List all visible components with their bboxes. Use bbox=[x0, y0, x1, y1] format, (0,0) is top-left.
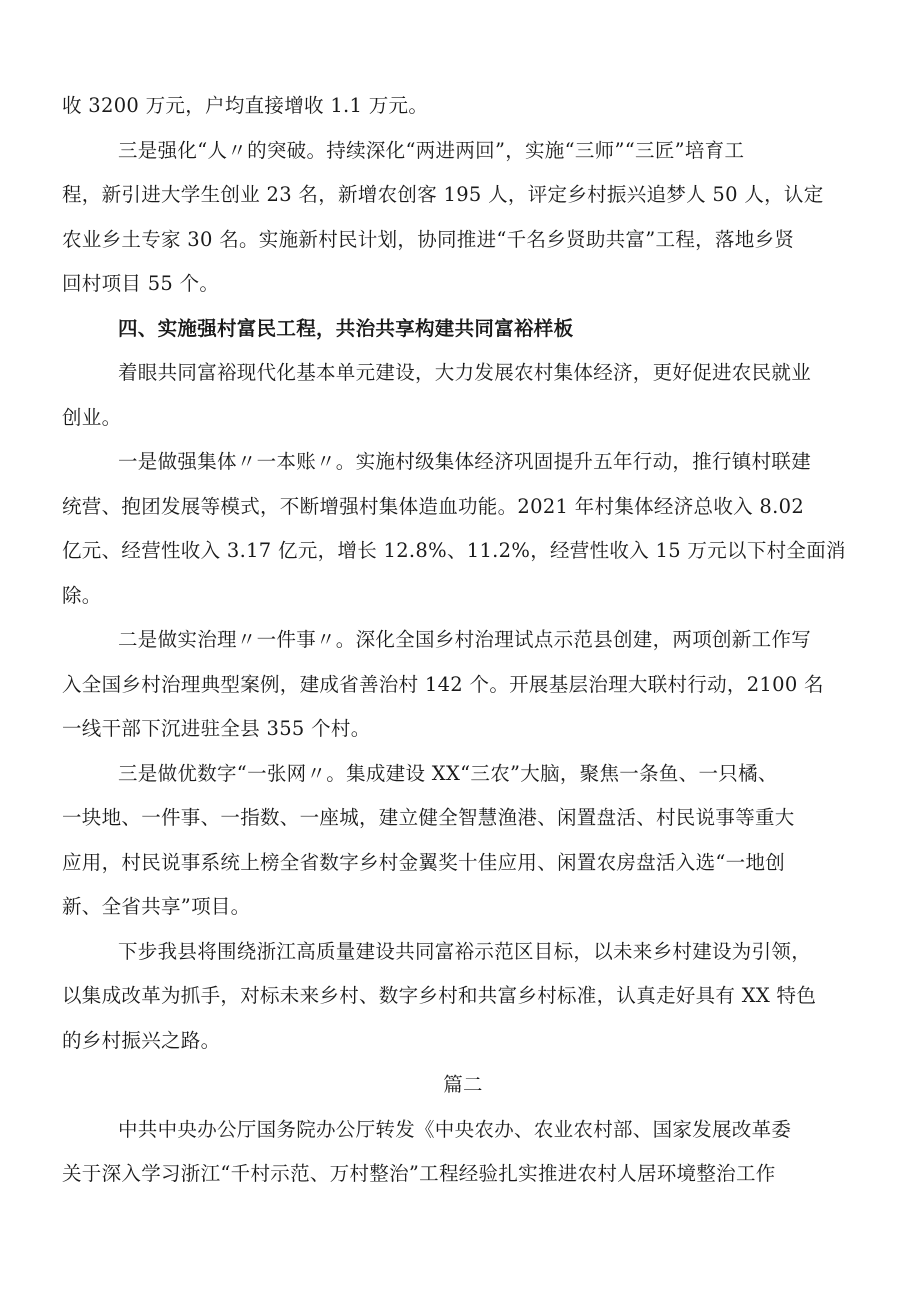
paragraph-line: 一是做强集体〃一本账〃。实施村级集体经济巩固提升五年行动，推行镇村联建 bbox=[118, 450, 812, 473]
paragraph-line: 二是做实治理〃一件事〃。深化全国乡村治理试点示范县创建，两项创新工作写 bbox=[118, 628, 812, 651]
paragraph-line: 程，新引进大学生创业 23 名，新增农创客 195 人，评定乡村振兴追梦人 50 人，认定 bbox=[62, 183, 824, 206]
paragraph-line: 下步我县将围绕浙江高质量建设共同富裕示范区目标，以未来乡村建设为引领， bbox=[118, 939, 812, 963]
paragraph-line: 一线干部下沉进驻全县 355 个村。 bbox=[62, 717, 371, 740]
paragraph-line: 关于深入学习浙江“千村示范、万村整治”工程经验扎实推进农村人居环境整治工作 bbox=[62, 1162, 776, 1185]
section-heading: 四、实施强村富民工程，共治共享构建共同富裕样板 bbox=[118, 316, 574, 340]
paragraph-line: 亿元、经营性收入 3.17 亿元，增长 12.8%、11.2%，经营性收入 15 万元以下村全面消 bbox=[62, 539, 846, 562]
paragraph-line: 农业乡土专家 30 名。实施新村民计划，协同推进“千名乡贤助共富”工程，落地乡贤 bbox=[62, 227, 795, 251]
paragraph-line: 三是做优数字“一张网〃。集成建设 XX“三农”大脑，聚焦一条鱼、一只橘、 bbox=[118, 761, 778, 785]
paragraph-line: 创业。 bbox=[62, 405, 122, 429]
paragraph-line: 应用，村民说事系统上榜全省数字乡村金翼奖十佳应用、闲置农房盘活入选“一地创 bbox=[62, 850, 786, 874]
paragraph-line: 着眼共同富裕现代化基本单元建设，大力发展农村集体经济，更好促进农民就业 bbox=[118, 361, 812, 384]
paragraph-line: 三是强化“人〃的突破。持续深化“两进两回”，实施“三师”“三匠”培育工 bbox=[118, 138, 745, 162]
paragraph-line: 除。 bbox=[62, 583, 102, 607]
paragraph-line: 入全国乡村治理典型案例，建成省善治村 142 个。开展基层治理大联村行动，2100 名 bbox=[62, 672, 824, 696]
paragraph-line: 新、全省共享”项目。 bbox=[62, 895, 251, 918]
article-title: 篇二 bbox=[443, 1073, 483, 1096]
paragraph-line: 的乡村振兴之路。 bbox=[62, 1028, 221, 1052]
paragraph-line: 收 3200 万元，户均直接增收 1.1 万元。 bbox=[62, 94, 429, 117]
paragraph-line: 中共中央办公厅国务院办公厅转发《中央农办、农业农村部、国家发展改革委 bbox=[118, 1117, 792, 1141]
paragraph-line: 一块地、一件事、一指数、一座城，建立健全智慧渔港、闲置盘活、村民说事等重大 bbox=[62, 806, 795, 829]
paragraph-line: 以集成改革为抓手，对标未来乡村、数字乡村和共富乡村标准，认真走好具有 XX 特色 bbox=[62, 984, 817, 1007]
paragraph-line: 统营、抱团发展等模式，不断增强村集体造血功能。2021 年村集体经济总收入 8.02 bbox=[62, 494, 805, 518]
paragraph-line: 回村项目 55 个。 bbox=[62, 272, 220, 295]
